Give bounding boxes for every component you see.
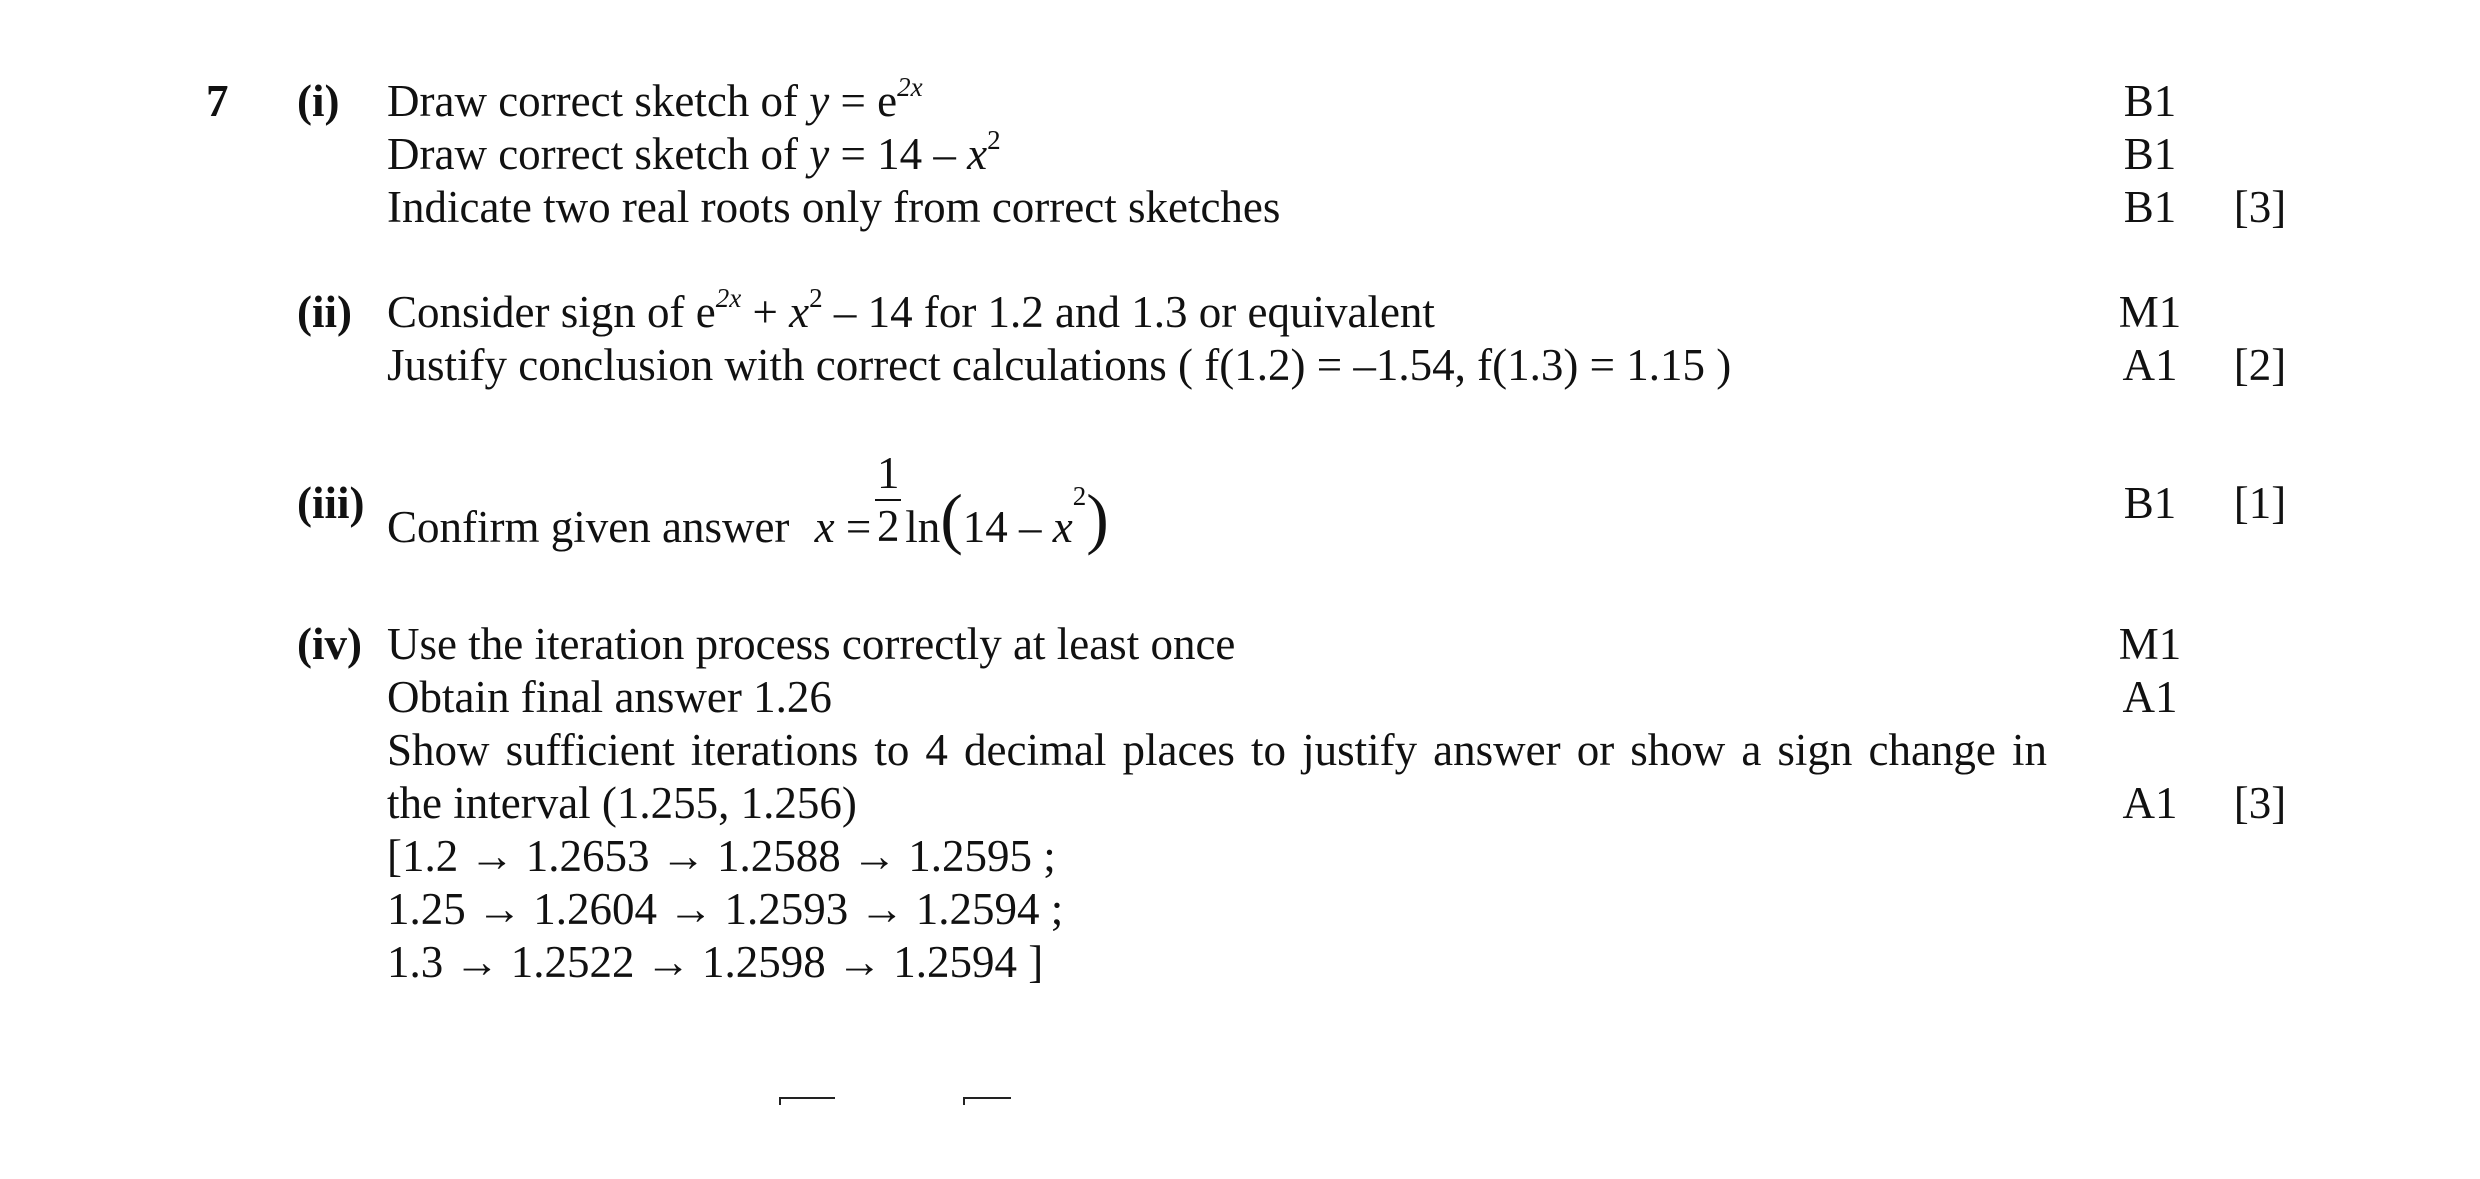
fraction-one-half: $\frac{1}{2}$ (877, 448, 900, 552)
part-iii-line-1: Confirm given answer x = $\frac{1}{2}$ $\ln(14 - x^2)$ (387, 448, 1109, 556)
part-ii-line-1: Consider sign of $e^{2x} + x^2 - 14$ for 1.2 and 1.3 or equivalent (387, 282, 1435, 337)
part-label-iv: (iv) (297, 619, 362, 669)
total-iii: [1] (2233, 478, 2287, 528)
iteration-line-3: 1.3 → 1.2522 → 1.2598 → 1.2594 ] (387, 937, 1044, 987)
mark-i-1: B1 (2123, 76, 2177, 126)
part-label-ii: (ii) (297, 287, 352, 337)
mark-i-3: B1 (2123, 182, 2177, 232)
iteration-line-2: 1.25 → 1.2604 → 1.2593 → 1.2594 ; (387, 884, 1064, 934)
part-i-line-1: Draw correct sketch of $y = e^{2x}$ (387, 71, 923, 126)
total-i: [3] (2233, 182, 2287, 232)
mark-i-2: B1 (2123, 129, 2177, 179)
part-iv-line-2: Obtain final answer 1.26 (387, 672, 832, 722)
cropped-radical-mark (963, 1097, 1011, 1105)
mark-ii-2: A1 (2122, 340, 2178, 390)
part-iv-line-4: the interval (1.255, 1.256) (387, 778, 857, 828)
part-i-line-3: Indicate two real roots only from correct sketches (387, 182, 1281, 232)
part-iv-line-3: Show sufficient iterations to 4 decimal places to justify answer or show a sign change in (387, 725, 2047, 775)
iteration-line-1: [1.2 → 1.2653 → 1.2588 → 1.2595 ; (387, 831, 1056, 881)
mark-iii-1: B1 (2123, 478, 2177, 528)
cropped-radical-mark (779, 1097, 835, 1105)
part-i-line-2: Draw correct sketch of $y = 14 - x^2$ (387, 124, 1001, 179)
total-ii: [2] (2233, 340, 2287, 390)
mark-iv-4: A1 (2122, 778, 2178, 828)
part-label-i: (i) (297, 76, 340, 126)
question-number: 7 (206, 76, 229, 126)
mark-ii-1: M1 (2118, 287, 2182, 337)
part-label-iii: (iii) (297, 478, 365, 528)
total-iv: [3] (2233, 778, 2287, 828)
part-ii-line-2: Justify conclusion with correct calculations ( f(1.2) = –1.54, f(1.3) = 1.15 ) (387, 340, 1732, 390)
mark-iv-2: A1 (2122, 672, 2178, 722)
mark-iv-1: M1 (2118, 619, 2182, 669)
part-iv-line-1: Use the iteration process correctly at least once (387, 619, 1236, 669)
